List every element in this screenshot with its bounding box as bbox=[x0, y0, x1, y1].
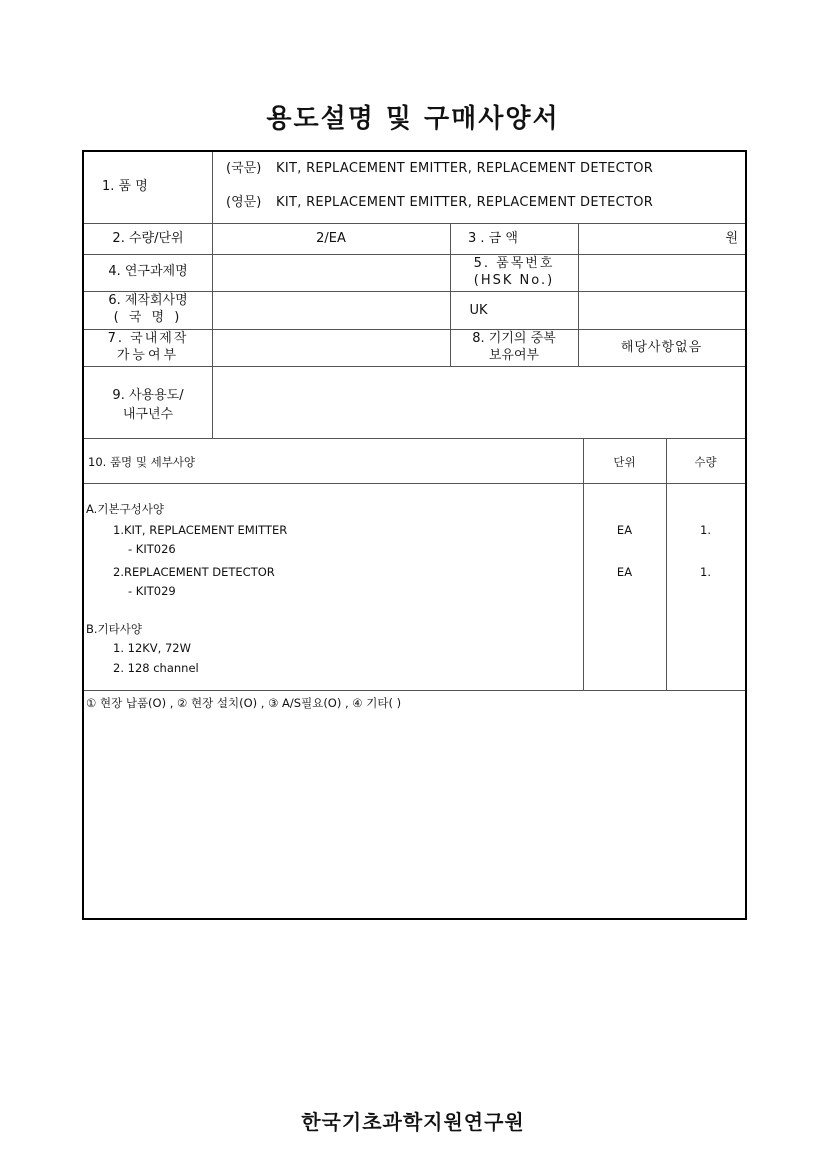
row-divider bbox=[84, 690, 745, 691]
detail-item-unit: EA bbox=[616, 565, 633, 579]
delivery-options: ① 현장 납품(O) , ② 현장 설치(O) , ③ A/S필요(O) , ④ 기타( ) bbox=[86, 696, 402, 710]
detail-item-name: 1.KIT, REPLACEMENT EMITTER bbox=[113, 523, 288, 537]
hsk-label-line1: 5. 품목번호 bbox=[473, 256, 555, 271]
domestic-label-line2: 가능여부 bbox=[116, 348, 180, 363]
row-divider bbox=[84, 329, 745, 330]
section-b-title: B.기타사양 bbox=[86, 622, 142, 636]
duplicate-value: 해당사항없음 bbox=[620, 340, 703, 355]
detail-item-unit: EA bbox=[616, 523, 633, 537]
row-divider bbox=[84, 223, 745, 224]
spec-form-table bbox=[82, 150, 747, 920]
unit-header: 단위 bbox=[613, 455, 636, 469]
detail-item-qty: 1. bbox=[700, 565, 711, 579]
duplicate-label-line2: 보유여부 bbox=[488, 348, 540, 363]
item-name-ko-value: KIT, REPLACEMENT EMITTER, REPLACEMENT DETECTOR bbox=[276, 161, 654, 176]
detail-item-code: - KIT026 bbox=[128, 542, 176, 556]
domestic-label-line1: 7. 국내제작 bbox=[107, 331, 189, 346]
item-name-label: 1. 품 명 bbox=[102, 179, 148, 194]
detail-item-code: - KIT029 bbox=[128, 584, 176, 598]
detail-item-name: 2.REPLACEMENT DETECTOR bbox=[113, 565, 275, 579]
section-a-title: A.기본구성사양 bbox=[86, 502, 164, 516]
usage-label-line1: 9. 사용용도/ bbox=[112, 388, 184, 403]
other-spec: 2. 128 channel bbox=[113, 661, 199, 675]
qty-unit-value: 2/EA bbox=[316, 231, 346, 246]
row-divider bbox=[84, 291, 745, 292]
other-spec: 1. 12KV, 72W bbox=[113, 641, 191, 655]
row-divider bbox=[84, 254, 745, 255]
duplicate-label-line1: 8. 기기의 중복 bbox=[472, 331, 556, 346]
amount-value: 원 bbox=[725, 231, 738, 246]
organization-name: 한국기초과학지원연구원 bbox=[301, 1110, 525, 1134]
row-divider bbox=[84, 483, 745, 484]
row-divider bbox=[84, 366, 745, 367]
qty-unit-label: 2. 수량/단위 bbox=[112, 231, 184, 246]
hsk-label-line2: (HSK No.) bbox=[473, 273, 555, 288]
item-name-ko-prefix: (국문) bbox=[226, 161, 262, 176]
col-divider bbox=[212, 152, 213, 438]
research-label: 4. 연구과제명 bbox=[108, 264, 188, 279]
qty-header: 수량 bbox=[694, 455, 717, 469]
item-name-en-prefix: (영문) bbox=[226, 195, 262, 210]
maker-label-line1: 6. 제작회사명 bbox=[108, 293, 188, 308]
maker-value: UK bbox=[469, 303, 488, 318]
details-header: 10. 품명 및 세부사양 bbox=[88, 455, 196, 469]
row-divider bbox=[84, 438, 745, 439]
usage-label-line2: 내구년수 bbox=[122, 407, 174, 422]
item-name-en-value: KIT, REPLACEMENT EMITTER, REPLACEMENT DETECTOR bbox=[276, 195, 654, 210]
amount-label: 3 . 금 액 bbox=[468, 231, 518, 246]
document-title: 용도설명 및 구매사양서 bbox=[266, 104, 560, 134]
detail-item-qty: 1. bbox=[700, 523, 711, 537]
maker-label-line2: ( 국 명 ) bbox=[113, 310, 183, 325]
